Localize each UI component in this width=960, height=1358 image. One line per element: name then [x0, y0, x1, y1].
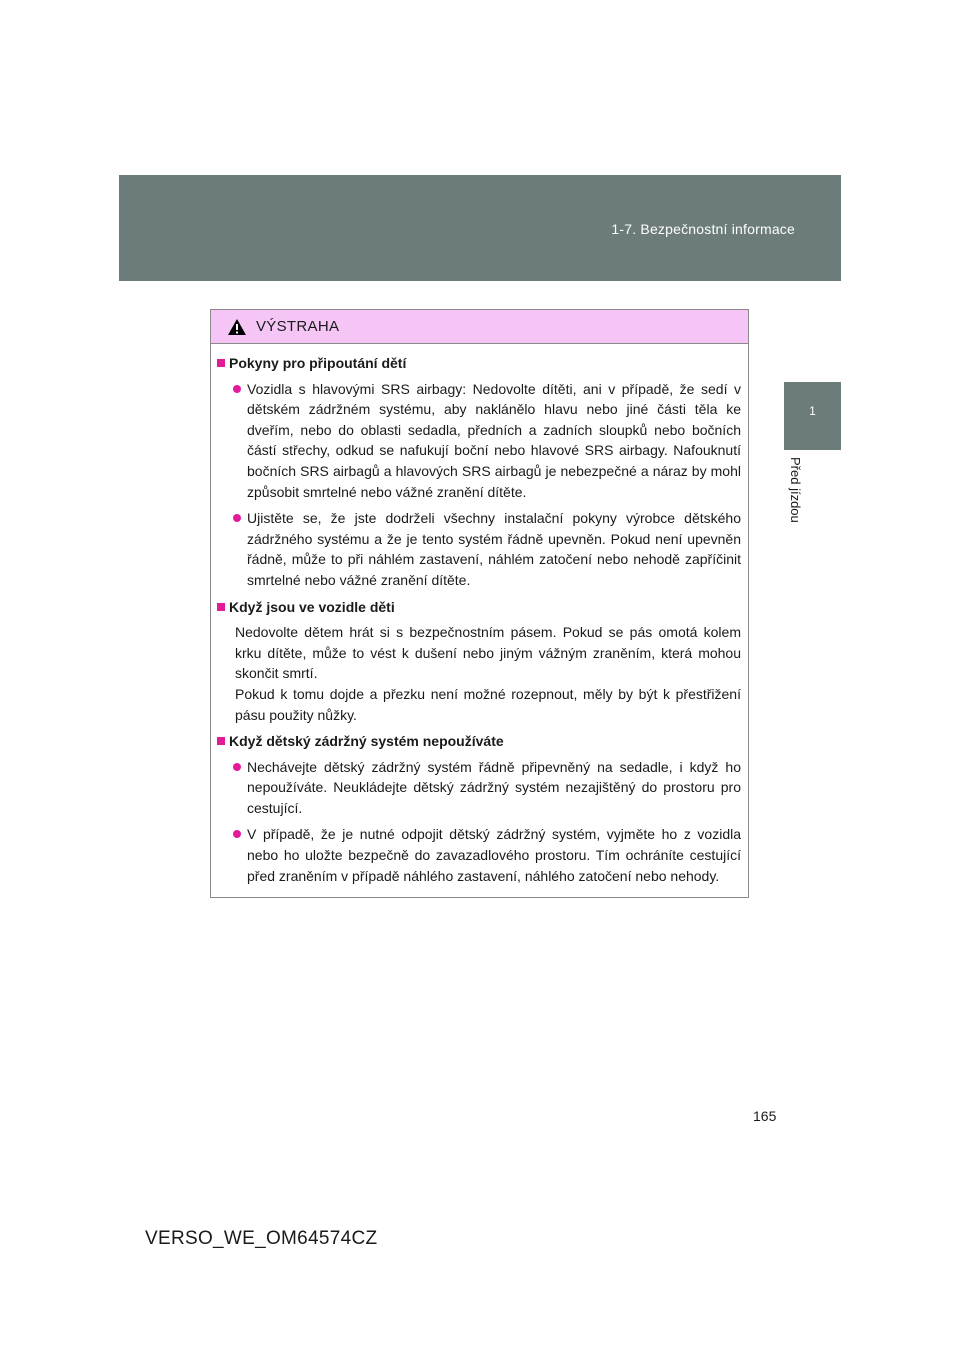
- round-bullet-icon: [233, 514, 241, 522]
- document-code: VERSO_WE_OM64574CZ: [145, 1228, 378, 1249]
- paragraph: Nedovolte dětem hrát si s bezpečnostním pásem. Pokud se pás omotá kolem krku dítěte, může to vést k dušení nebo jiným vážným zraněním, která mohou skončit smrtí.: [235, 624, 741, 682]
- section-title: 1-7. Bezpečnostní informace: [611, 221, 795, 237]
- round-bullet-icon: [233, 830, 241, 838]
- square-bullet-icon: [217, 359, 225, 367]
- list-item-text: Ujistěte se, že jste dodrželi všechny instalační pokyny výrobce dětského zádržného systému a že je tento systém řádně upevněn. Pokud není upevněn řádně, může to při náhlém zastavení, náhlém zatočení nebo nehodě zapříčinit smrtelné nebo vážné zranění dítěte.: [247, 510, 741, 588]
- list-item-text: Vozidla s hlavovými SRS airbagy: Nedovolte dítěti, ani v případě, že sedí v dětském zádržném systému, aby naklánělo hlavu nebo jiné části těla ke dveřím, nebo do oblasti sedadla, předních a zadních sloupků nebo bočních částí střechy, odkud se nafukují boční nebo hlavové SRS airbagy. Nafouknutí bočních SRS airbagů a hlavových SRS airbagů je nebezpečné a náraz by mohl způsobit smrtelné nebo vážné zranění dítěte.: [247, 380, 741, 500]
- round-bullet-icon: [233, 763, 241, 771]
- square-bullet-icon: [217, 603, 225, 611]
- warning-triangle-icon: [227, 318, 247, 336]
- square-bullet-icon: [217, 737, 225, 745]
- chapter-number: 1: [809, 404, 816, 418]
- section-heading: [217, 597, 741, 618]
- list-item: [233, 379, 741, 503]
- chapter-label: Před jízdou: [788, 457, 803, 523]
- section-heading-text: Pokyny pro připoutání dětí: [229, 355, 407, 371]
- list-item-text: Nechávejte dětský zádržný systém řádně připevněný na sedadle, i když ho nepoužíváte. Neukládejte dětský zádržný systém nezajištěný do prostoru pro cestující.: [247, 758, 741, 816]
- section-heading-text: Když jsou ve vozidle děti: [229, 598, 395, 615]
- list-item: [233, 508, 741, 590]
- warning-title: VÝSTRAHA: [256, 318, 340, 335]
- list-item: [233, 824, 741, 886]
- chapter-tab: [784, 382, 841, 450]
- list-item-text: V případě, že je nutné odpojit dětský zádržný systém, vyjměte ho z vozidla nebo ho uložte bezpečně do zavazadlového prostoru. Tím ochráníte cestující před zraněním v případě náhlého zastavení, náhlého zatočení nebo nehody.: [247, 826, 741, 884]
- chapter-label-container: [787, 457, 803, 547]
- header-band: [119, 175, 841, 281]
- paragraph: Pokud k tomu dojde a přezku není možné rozepnout, měly by být k přestřižení pásu použity nůžky.: [235, 685, 741, 723]
- warning-body: [211, 344, 748, 886]
- section-heading-text: Když dětský zádržný systém nepoužíváte: [229, 733, 504, 750]
- list-item: [233, 757, 741, 819]
- page-number: 165: [753, 1108, 777, 1124]
- section-heading: [217, 731, 741, 752]
- warning-header: [211, 310, 748, 344]
- warning-box: [210, 309, 749, 898]
- round-bullet-icon: [233, 385, 241, 393]
- section-heading: [217, 353, 741, 374]
